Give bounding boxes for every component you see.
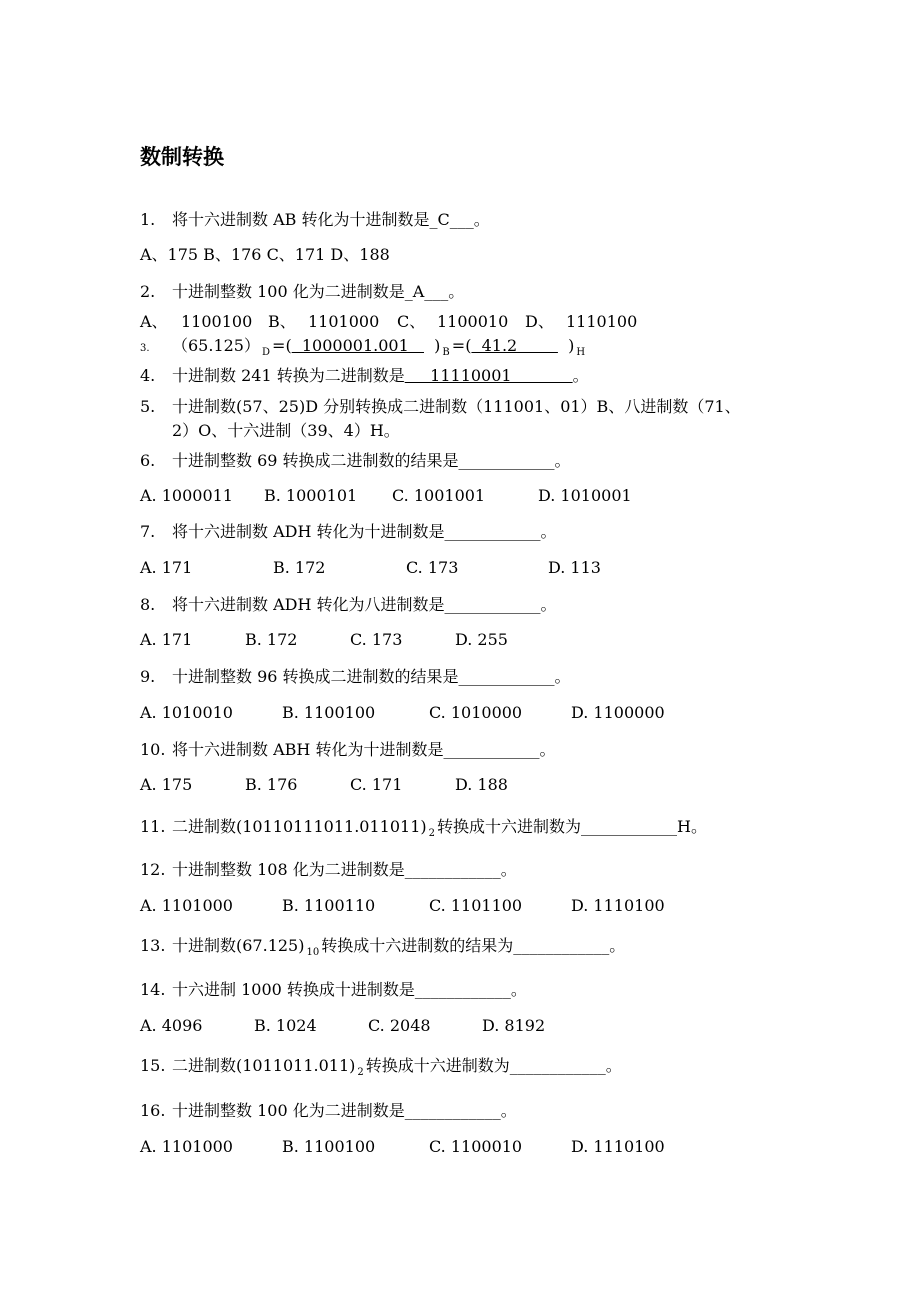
question-number: 16.	[140, 1101, 166, 1120]
question-text: 将十六进制数 ADH 转化为八进制数是____________。	[172, 595, 557, 614]
subscript: H	[576, 347, 586, 358]
option-c: C. 171	[350, 775, 403, 794]
option-b: B. 1024	[254, 1016, 317, 1035]
question-text: 十进制整数 100 化为二进制数是_A___。	[172, 282, 465, 301]
option-label: D、	[525, 312, 554, 331]
question-text: 将十六进制数 ADH 转化为十进制数是____________。	[172, 522, 557, 541]
option-c: C. 1001001	[392, 486, 486, 505]
option-value: 1100100	[181, 312, 253, 331]
question-text: 将十六进制数 AB 转化为十进制数是_C___。	[172, 210, 490, 229]
option-c: C. 173	[406, 558, 459, 577]
question-7	[140, 522, 557, 542]
question-number: 4.	[140, 366, 156, 385]
option-b: B. 1000101	[264, 486, 358, 505]
question-text: 十进制整数 100 化为二进制数是____________。	[172, 1101, 517, 1120]
question-number: 12.	[140, 860, 166, 879]
question-number: 15.	[140, 1056, 166, 1075]
subscript: 2	[428, 828, 436, 839]
option-a: A. 1101000	[140, 896, 233, 915]
question-text: 十进制数 241 转换为二进制数是	[172, 366, 405, 385]
option-b: B. 1100100	[282, 703, 376, 722]
option-a: A. 171	[140, 630, 193, 649]
option-a: A. 1101000	[140, 1137, 233, 1156]
question-1-options: A、175 B、176 C、171 D、188	[140, 245, 390, 264]
option-d: D. 1110100	[571, 1137, 665, 1156]
subscript: 10	[306, 947, 320, 958]
question-1	[140, 210, 490, 230]
question-9	[140, 667, 571, 687]
option-d: D. 255	[455, 630, 508, 649]
option-d: D. 1110100	[571, 896, 665, 915]
option-d: D. 1100000	[571, 703, 665, 722]
option-c: C. 1010000	[429, 703, 523, 722]
option-d: D. 113	[548, 558, 601, 577]
question-13	[140, 936, 625, 963]
question-number: 9.	[140, 667, 156, 686]
question-number: 10.	[140, 740, 166, 759]
page-title: 数制转换	[140, 145, 224, 169]
question-number: 8.	[140, 595, 156, 614]
question-number: 6.	[140, 451, 156, 470]
question-16	[140, 1101, 517, 1121]
question-text: 二进制数(1011011.011)	[172, 1056, 356, 1075]
option-b: B. 172	[245, 630, 298, 649]
question-6	[140, 451, 571, 471]
question-text: （65.125）	[172, 336, 260, 355]
subscript: D	[262, 347, 271, 358]
answer-blank: 1000001.001	[291, 336, 424, 355]
option-a: A. 1000011	[140, 486, 233, 505]
question-number: 7.	[140, 522, 156, 541]
question-10	[140, 740, 555, 760]
question-number: 13.	[140, 936, 166, 955]
question-text: 将十六进制数 ABH 转化为十进制数是____________。	[172, 740, 556, 759]
question-text-end: 。	[572, 366, 589, 385]
option-a: A. 175	[140, 775, 193, 794]
option-d: D. 8192	[482, 1016, 546, 1035]
option-label: C、	[397, 312, 426, 331]
option-a: A. 1010010	[140, 703, 233, 722]
question-text: 二进制数(10110111011.011011)	[172, 817, 427, 836]
question-8	[140, 595, 557, 615]
option-c: C. 1100010	[429, 1137, 523, 1156]
question-text-end: 转换成十六进制数为____________。	[365, 1056, 622, 1075]
question-4	[140, 366, 589, 386]
subscript: 2	[357, 1067, 364, 1078]
option-b: B. 176	[245, 775, 298, 794]
question-12	[140, 860, 517, 880]
question-5-continued: 2）O、十六进制（39、4）H。	[172, 421, 400, 440]
answer-blank: 11110001	[404, 366, 573, 385]
question-text: 十六进制 1000 转换成十进制数是____________。	[172, 980, 527, 999]
question-text: 十进制数(57、25)D 分别转换成二进制数（111001、01）B、八进制数（71、	[172, 397, 741, 416]
question-number: 2.	[140, 282, 156, 301]
question-text: 十进制整数 69 转换成二进制数的结果是____________。	[172, 451, 571, 470]
close-paren: )	[568, 336, 575, 355]
option-c: C. 173	[350, 630, 403, 649]
option-b: B. 1100110	[282, 896, 376, 915]
question-14	[140, 980, 527, 1000]
equals-open: =(	[451, 336, 472, 355]
question-text-end: 转换成十六进制数的结果为____________。	[321, 936, 626, 955]
question-text: 十进制数(67.125)	[172, 936, 305, 955]
option-c: C. 2048	[368, 1016, 431, 1035]
subscript: B	[442, 347, 450, 358]
question-number: 5.	[140, 397, 156, 416]
option-b: B. 172	[273, 558, 326, 577]
question-number: 1.	[140, 210, 156, 229]
option-value: 1101000	[308, 312, 380, 331]
question-text: 十进制整数 96 转换成二进制数的结果是____________。	[172, 667, 571, 686]
option-a: A. 171	[140, 558, 193, 577]
option-d: D. 1010001	[538, 486, 632, 505]
question-text-end: 转换成十六进制数为____________H。	[437, 817, 707, 836]
option-b: B. 1100100	[282, 1137, 376, 1156]
option-a: A. 4096	[140, 1016, 203, 1035]
question-number: 3.	[140, 343, 150, 354]
question-11	[140, 817, 707, 844]
question-5	[140, 397, 741, 417]
option-d: D. 188	[455, 775, 508, 794]
option-label: B、	[268, 312, 296, 331]
equals-open: =(	[272, 336, 292, 355]
option-label: A、	[140, 312, 168, 331]
question-text: 十进制整数 108 化为二进制数是____________。	[172, 860, 517, 879]
option-value: 1110100	[566, 312, 638, 331]
option-value: 1100010	[437, 312, 509, 331]
answer-blank: 41.2	[471, 336, 558, 355]
question-2	[140, 282, 464, 302]
question-number: 14.	[140, 980, 166, 999]
option-c: C. 1101100	[429, 896, 523, 915]
question-3	[140, 336, 587, 363]
close-paren: )	[434, 336, 441, 355]
question-15	[140, 1056, 622, 1083]
question-number: 11.	[140, 817, 166, 836]
